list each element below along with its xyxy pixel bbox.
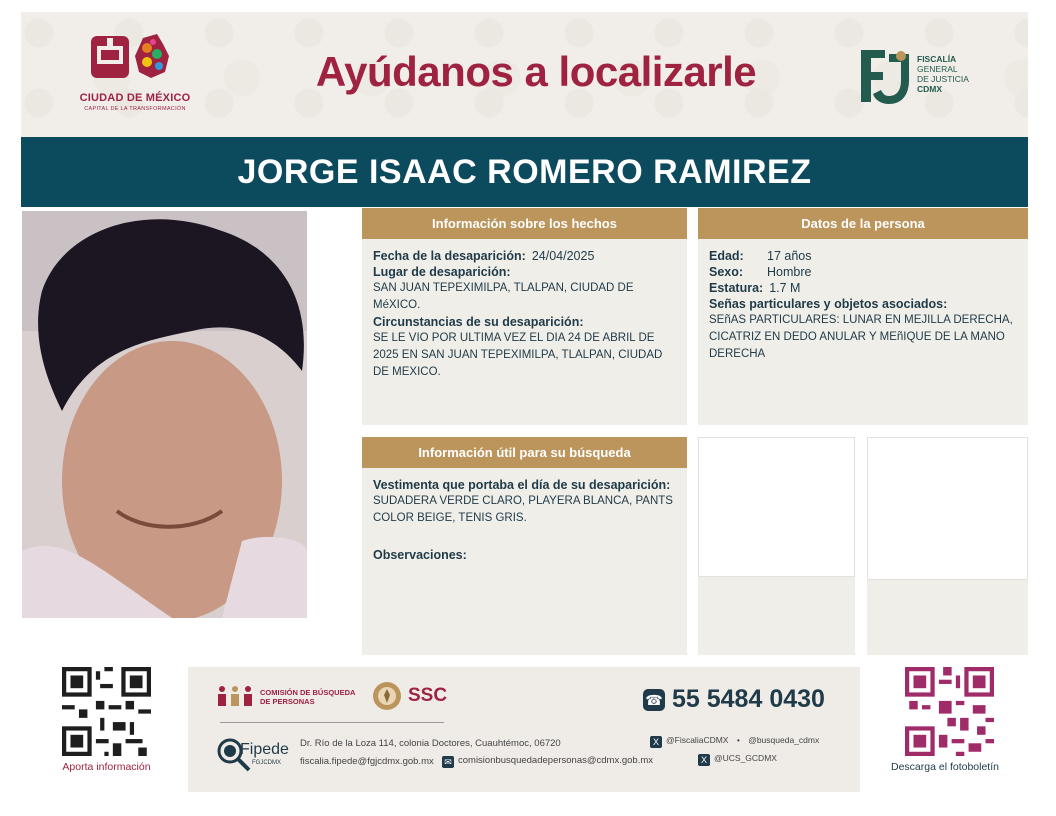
panel-busqueda-heading: Información útil para su búsqueda [362,437,687,468]
panel-hechos-heading: Información sobre los hechos [362,208,687,239]
senas-label: Señas particulares y objetos asociados: [709,297,948,311]
ssc-label: SSC [408,685,448,706]
edad-value: 17 años [767,249,812,263]
extra-photo-1 [698,437,855,577]
sexo-value: Hombre [767,265,812,279]
social-ucs[interactable]: @UCS_GCDMX [714,753,777,763]
observaciones-label: Observaciones: [373,548,467,562]
person-name-banner: JORGE ISAAC ROMERO RAMIREZ [21,137,1028,207]
x-social-icon-2: X [698,754,710,766]
cdmx-tagline: CAPITAL DE LA TRANSFORMACIÓN [84,106,186,112]
fgj-line3: DE JUSTICIA [917,74,969,84]
portrait-placeholder-icon [22,211,307,618]
qr-code-fotoboletin-icon[interactable] [905,667,994,756]
panel-busqueda [362,437,687,655]
x-social-icon: X [650,736,662,748]
fecha-label: Fecha de la desaparición: [373,249,526,263]
footer-divider [220,722,444,723]
social-row-2 [698,753,777,766]
fecha-value: 24/04/2025 [531,249,595,263]
phone-icon: ☎ [643,689,665,711]
page-title: Ayúdanos a localizarle [315,48,757,95]
extra-photo-slot-1 [698,437,855,655]
fipede-label: Fipede [240,741,289,758]
fgj-line2: GENERAL [917,64,958,74]
comision-line1: COMISIÓN DE BÚSQUEDA [260,688,356,697]
edad-label: Edad: [709,249,744,263]
estatura-value: 1.7 M [769,281,801,295]
email-fipede[interactable]: fiscalia.fipede@fgjcdmx.gob.mx [300,756,434,767]
fgj-name [917,54,969,94]
email-comision[interactable] [442,755,653,768]
ssc-badge-icon [372,681,402,711]
senas-value: SEñAS PARTICULARES: LUNAR EN MEJILLA DERECHA, CICATRIZ EN DEDO ANULAR Y MEñIQUE DE LA MANO DERECHA [709,314,1013,360]
footer-contact [188,667,860,792]
header-banner [21,12,1028,137]
panel-persona-heading: Datos de la persona [698,208,1028,239]
panel-persona-body [698,239,1028,363]
fgj-line4: CDMX [917,84,943,94]
lugar-value: SAN JUAN TEPEXIMILPA, TLALPAN, CIUDAD DE MéXICO. [373,282,634,311]
panel-busqueda-body [362,468,687,563]
social-fiscalia[interactable]: @FiscaliaCDMX [666,735,729,745]
estatura-label: Estatura: [709,281,764,295]
comision-busqueda-logo-icon [218,686,252,708]
panel-persona [698,208,1028,425]
cdmx-logo-icon [77,32,193,128]
vestimenta-label: Vestimenta que portaba el día de su desaparición: [373,478,671,492]
circunstancias-label: Circunstancias de su desaparición: [373,315,584,329]
extra-photo-slot-2 [867,437,1028,655]
qr-right-caption: Descarga el fotoboletín [891,761,999,773]
phone-number[interactable]: 55 5484 0430 [672,685,825,713]
social-row-1 [650,735,819,748]
panel-hechos-body [362,239,687,381]
comision-line2: DE PERSONAS [260,697,315,706]
comision-label [260,688,355,706]
social-separator: • [736,735,740,745]
fgj-logo-icon [855,44,915,108]
extra-photo-2 [867,437,1028,580]
sexo-label: Sexo: [709,265,744,279]
email-icon: ✉ [442,756,454,768]
fgj-line1: FISCALÍA [917,54,957,64]
qr-code-aporta-icon[interactable] [62,667,151,756]
panel-hechos [362,208,687,425]
cdmx-name: CIUDAD DE MÉXICO [79,92,191,104]
address-text: Dr. Río de la Loza 114, colonia Doctores, Cuauhtémoc, 06720 [300,738,561,749]
fipede-sub: FGJCDMX [252,760,281,766]
qr-left-caption: Aporta información [62,761,151,773]
person-photo [22,211,307,618]
vestimenta-value: SUDADERA VERDE CLARO, PLAYERA BLANCA, PANTS COLOR BEIGE, TENIS GRIS. [373,495,673,524]
lugar-label: Lugar de desaparición: [373,265,511,279]
email-comision-text: comisionbusquedadepersonas@cdmx.gob.mx [458,755,654,766]
social-busqueda[interactable]: @busqueda_cdmx [748,735,820,745]
circunstancias-value: SE LE VIO POR ULTIMA VEZ EL DIA 24 DE ABRIL DE 2025 EN SAN JUAN TEPEXIMILPA, TLALPAN, CIUDAD DE MEXICO. [373,332,663,378]
